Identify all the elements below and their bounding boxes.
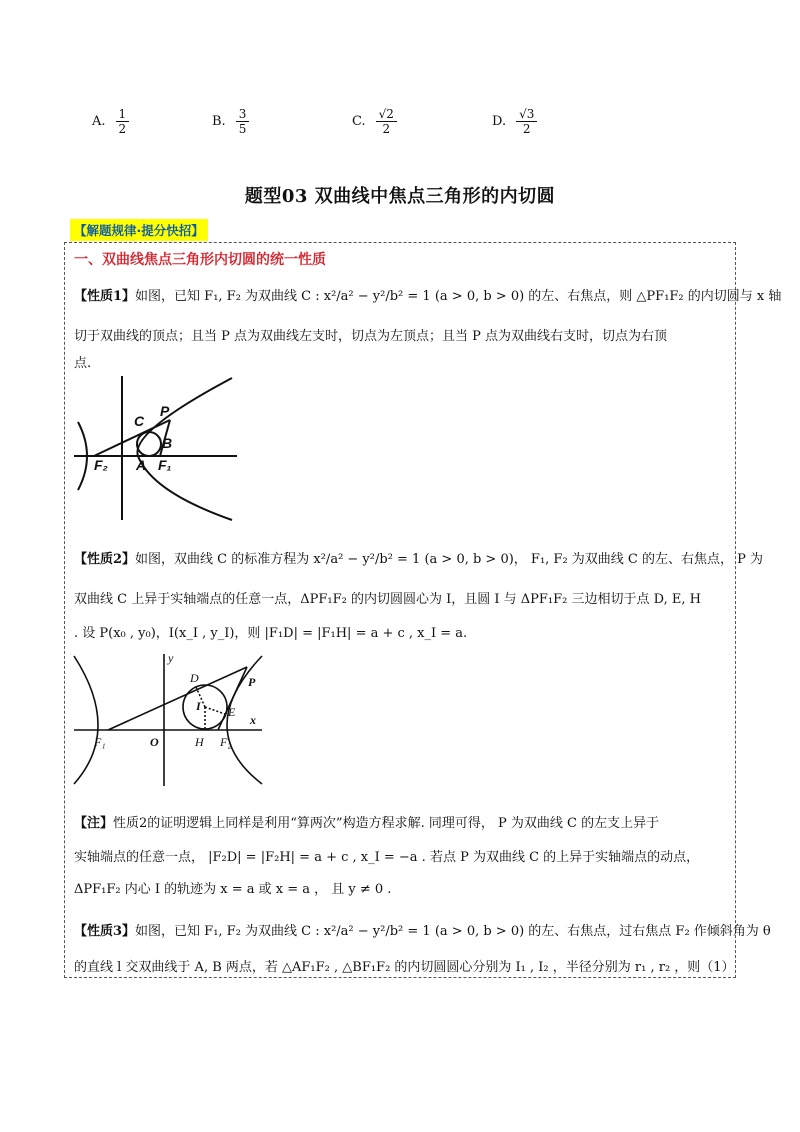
prop1-line3: 点. xyxy=(74,356,92,371)
dashed-box xyxy=(64,242,736,978)
prop2-text1: 如图，双曲线 C 的标准方程为 x²/a² − y²/b² = 1 (a > 0, b > 0)， F₁, F₂ 为双曲线 C 的左、右焦点， P 为 xyxy=(135,552,764,567)
note-label: 【注】 xyxy=(74,816,114,831)
prop2-line3: . 设 P(x₀ , y₀)，I(x_I , y_I)，则 |F₁D| = |F₁H| = a + c , x_I = a. xyxy=(74,626,468,641)
label-f1: F₁ xyxy=(94,735,106,749)
prop1-line1 xyxy=(74,285,781,304)
choice-b xyxy=(212,98,249,144)
method-tag: 【解题规律·提分快招】 xyxy=(70,219,208,241)
note-line3: ΔPF₁F₂ 内心 I 的轨迹为 x = a 或 x = a ， 且 y ≠ 0 . xyxy=(74,882,392,897)
box-heading: 一、双曲线焦点三角形内切圆的统一性质 xyxy=(74,252,326,268)
radius-ie xyxy=(205,707,225,714)
prop1-line2: 切于双曲线的顶点；且当 P 点为双曲线左支时，切点为左顶点；且当 P 点为双曲线右支时，切点为右顶 xyxy=(74,329,668,344)
right-branch xyxy=(227,656,262,784)
figure-2 xyxy=(72,652,267,787)
section-title: 题型03 双曲线中焦点三角形的内切圆 xyxy=(244,186,556,207)
choice-letter: A. xyxy=(92,113,106,129)
label-b: B xyxy=(162,435,173,451)
prop3-line2: 的直线 l 交双曲线于 A, B 两点，若 △AF₁F₂ , △BF₁F₂ 的内切圆圆心分别为 I₁ , I₂ ，半径分别为 r₁ , r₂ ，则（1） xyxy=(74,960,735,975)
choice-letter: C. xyxy=(352,113,366,129)
prop3-text1: 如图，已知 F₁, F₂ 为双曲线 C : x²/a² − y²/b² = 1 (a > 0, b > 0) 的左、右焦点，过右焦点 F₂ 作倾斜角为 θ xyxy=(135,924,771,939)
label-a: A xyxy=(136,457,147,473)
choice-letter: D. xyxy=(492,113,507,129)
label-i: I xyxy=(196,699,201,713)
prop1-text1: 如图，已知 F₁, F₂ 为双曲线 C : x²/a² − y²/b² = 1 (a > 0, b > 0) 的左、右焦点，则 △PF₁F₂ 的内切圆与 x 轴 xyxy=(135,289,782,304)
prop3-label: 【性质3】 xyxy=(74,924,136,939)
prop2-line1 xyxy=(74,548,763,567)
label-o: O xyxy=(150,735,159,749)
label-y: y xyxy=(168,652,174,665)
choice-c xyxy=(352,98,397,144)
figure-1 xyxy=(72,372,242,522)
prop2-line2: 双曲线 C 上异于实轴端点的任意一点，ΔPF₁F₂ 的内切圆圆心为 I，且圆 I 与 ΔPF₁F₂ 三边相切于点 D, E, H xyxy=(74,592,701,607)
label-f2: F₂ xyxy=(94,457,108,473)
prop3-line1 xyxy=(74,920,771,939)
label-d: D xyxy=(190,671,199,685)
label-p: P xyxy=(248,675,256,689)
label-p: P xyxy=(160,403,170,419)
label-e: E xyxy=(228,705,236,719)
label-h: H xyxy=(195,735,204,749)
choice-a xyxy=(92,98,129,144)
note-line1 xyxy=(74,812,659,831)
label-f2: F₂ xyxy=(220,735,232,749)
left-branch xyxy=(74,656,98,784)
prop2-label: 【性质2】 xyxy=(74,552,136,567)
label-x: x xyxy=(250,713,256,727)
choice-d xyxy=(492,98,537,144)
answer-choices xyxy=(92,98,652,144)
choice-fraction: $\frac{1}{2}$ xyxy=(116,107,130,136)
choice-fraction: $\frac{√3}{2}$ xyxy=(516,107,537,136)
note-text1: 性质2的证明逻辑上同样是利用“算两次”构造方程求解. 同理可得， P 为双曲线 C 的左支上异于 xyxy=(113,816,660,831)
choice-letter: B. xyxy=(212,113,226,129)
right-branch xyxy=(137,378,232,520)
choice-fraction: $\frac{√2}{2}$ xyxy=(376,107,397,136)
choice-fraction: $\frac{3}{5}$ xyxy=(236,107,250,136)
prop1-label: 【性质1】 xyxy=(74,289,136,304)
label-f1: F₁ xyxy=(158,457,172,473)
note-line2: 实轴端点的任意一点， |F₂D| = |F₂H| = a + c , x_I = −a . 若点 P 为双曲线 C 的上异于实轴端点的动点， xyxy=(74,850,700,865)
label-c: C xyxy=(134,413,145,429)
